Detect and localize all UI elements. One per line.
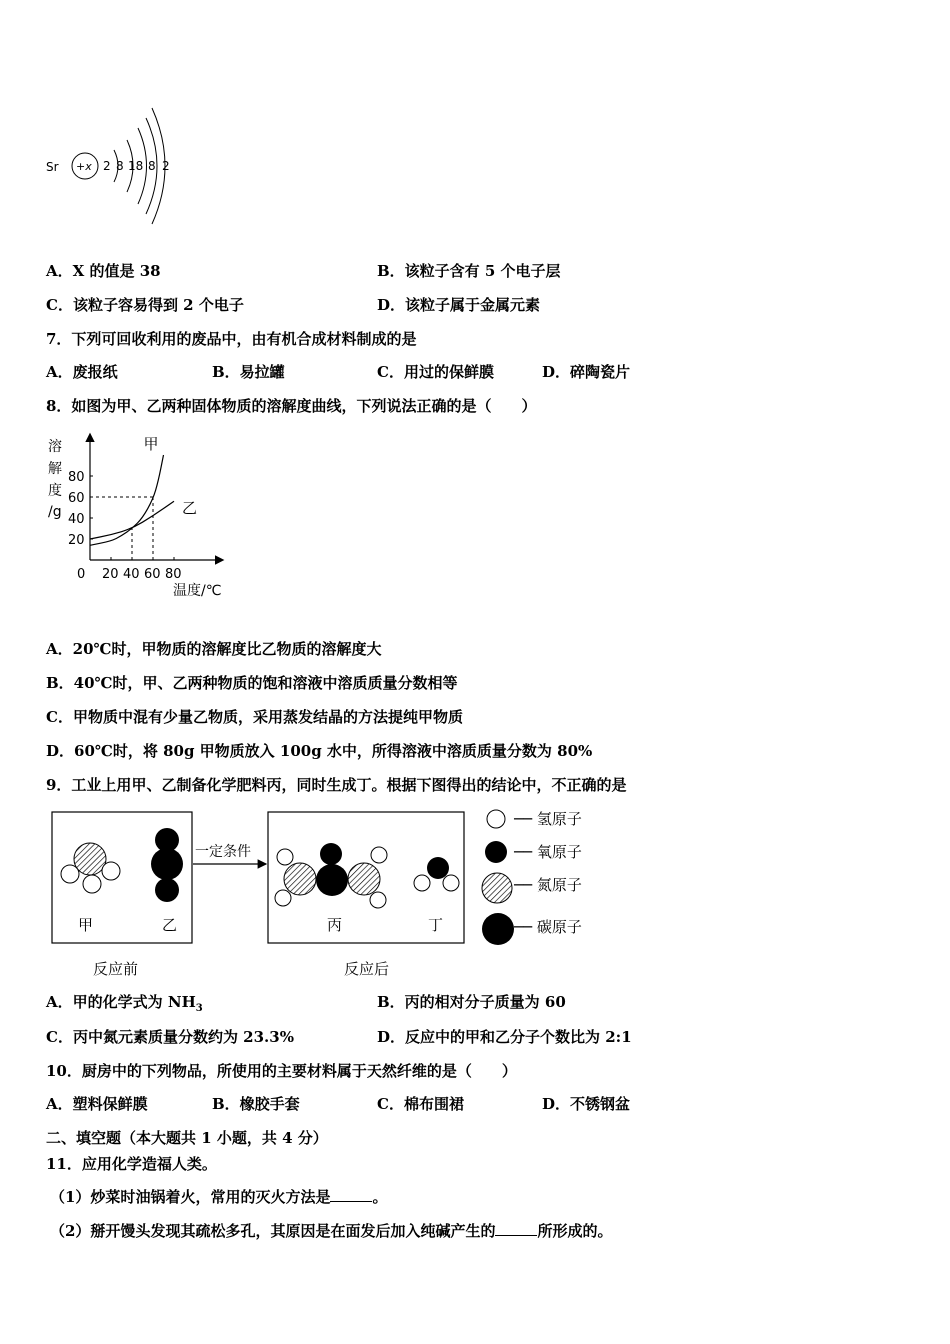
q10-option-d: D．不锈钢盆: [542, 1095, 631, 1113]
q6-option-d: D．该粒子属于金属元素: [377, 296, 541, 314]
section-2-heading: 二、填空题（本大题共 1 小题，共 4 分）: [46, 1129, 328, 1147]
nitrogen-atom: [74, 843, 106, 875]
q11-part-2-end: 所形成的。: [537, 1222, 613, 1240]
hydrogen-atom: [83, 875, 101, 893]
q11-part-2-text: （2）掰开馒头发现其疏松多孔，其原因是在面发后加入纯碱产生的: [50, 1222, 496, 1240]
oxygen-atom: [427, 857, 449, 879]
carbon-atom: [316, 864, 348, 896]
x-tick-label: 60: [144, 567, 161, 582]
q6-option-c: C．该粒子容易得到 2 个电子: [46, 296, 244, 314]
arrow-condition-label: 一定条件: [195, 844, 251, 860]
q11-part-1-end: 。: [372, 1188, 388, 1206]
nucleus-charge: +x: [76, 160, 92, 173]
hydrogen-legend-icon: [487, 810, 505, 828]
q10-option-c: C．棉布围裙: [377, 1095, 464, 1113]
y-label-char-1: 溶: [48, 439, 62, 455]
q8-option-d: D．60℃时，将 80g 甲物质放入 100g 水中，所得溶液中溶质质量分数为 80%: [46, 742, 593, 760]
atom-structure-diagram: [40, 100, 190, 230]
y-label-char-4: /g: [48, 504, 62, 520]
hydrogen-atom: [414, 875, 430, 891]
q7-option-a: A．废报纸: [46, 363, 118, 381]
oxygen-legend-icon: [485, 841, 507, 863]
x-axis-label: 温度/℃: [173, 583, 222, 599]
legend-carbon: ── 碳原子: [514, 918, 582, 936]
q9-option-a-subscript: 3: [195, 1003, 203, 1014]
x-tick-label: 20: [102, 567, 119, 582]
nitrogen-atom: [348, 863, 380, 895]
nitrogen-atom: [284, 863, 316, 895]
q6-option-b: B．该粒子含有 5 个电子层: [377, 262, 561, 280]
hydrogen-atom: [370, 892, 386, 908]
origin-label: 0: [77, 567, 86, 582]
hydrogen-atom: [102, 862, 120, 880]
label-yi: 乙: [162, 916, 178, 934]
q7-option-b: B．易拉罐: [212, 363, 285, 381]
q11-part-1: [50, 1187, 387, 1207]
reaction-diagram: [40, 802, 620, 982]
series-line-jia: [90, 455, 164, 545]
answer-blank-2[interactable]: [495, 1221, 537, 1236]
q6-option-a: A．X 的值是 38: [46, 262, 161, 280]
oxygen-atom: [155, 878, 179, 902]
hydrogen-atom: [277, 849, 293, 865]
solubility-chart: [40, 430, 240, 605]
legend-oxygen: ── 氧原子: [514, 843, 582, 861]
hydrogen-atom: [371, 847, 387, 863]
q9-option-a: [46, 992, 203, 1019]
legend-hydrogen: ── 氢原子: [514, 810, 582, 828]
after-label: 反应后: [344, 960, 390, 978]
y-label-char-2: 解: [48, 461, 62, 477]
series-label-yi: 乙: [182, 499, 198, 518]
shell-count-5: 2: [162, 159, 170, 173]
q8-option-a: A．20℃时，甲物质的溶解度比乙物质的溶解度大: [46, 640, 382, 658]
q7-option-c: C．用过的保鲜膜: [377, 363, 494, 381]
q10-option-a: A．塑料保鲜膜: [46, 1095, 148, 1113]
q8-option-b: B．40℃时，甲、乙两种物质的饱和溶液中溶质质量分数相等: [46, 674, 458, 692]
oxygen-atom: [320, 843, 342, 865]
legend-nitrogen: ── 氮原子: [514, 876, 582, 894]
q10-stem: 10．厨房中的下列物品，所使用的主要材料属于天然纤维的是（ ）: [46, 1062, 517, 1080]
y-tick-label: 60: [68, 491, 85, 506]
carbon-atom: [151, 848, 183, 880]
shell-count-4: 8: [148, 159, 156, 173]
answer-blank-1[interactable]: [330, 1187, 372, 1202]
carbon-legend-icon: [482, 913, 514, 945]
shell-count-1: 2: [103, 159, 111, 173]
y-tick-label: 80: [68, 470, 85, 485]
hydrogen-atom: [443, 875, 459, 891]
q8-option-c: C．甲物质中混有少量乙物质，采用蒸发结晶的方法提纯甲物质: [46, 708, 463, 726]
q9-option-d: D．反应中的甲和乙分子个数比为 2:1: [377, 1028, 632, 1046]
q7-stem: 7．下列可回收利用的废品中，由有机合成材料制成的是: [46, 330, 417, 348]
q7-option-d: D．碎陶瓷片: [542, 363, 631, 381]
element-symbol: Sr: [46, 160, 59, 174]
before-label: 反应前: [93, 960, 139, 978]
shell-count-3: 18: [128, 159, 144, 173]
label-ding: 丁: [428, 916, 444, 934]
y-tick-label: 40: [68, 512, 85, 527]
series-label-jia: 甲: [143, 435, 159, 453]
shell-count-2: 8: [116, 159, 124, 173]
hydrogen-atom: [61, 865, 79, 883]
q9-option-a-text: A．甲的化学式为 NH: [46, 993, 196, 1011]
q10-option-b: B．橡胶手套: [212, 1095, 300, 1113]
q9-stem: 9．工业上用甲、乙制备化学肥料丙，同时生成丁。根据下图得出的结论中，不正确的是: [46, 776, 627, 794]
nitrogen-legend-icon: [482, 873, 512, 903]
hydrogen-atom: [275, 890, 291, 906]
q9-option-b: B．丙的相对分子质量为 60: [377, 993, 566, 1011]
y-tick-label: 20: [68, 533, 85, 548]
q8-stem: 8．如图为甲、乙两种固体物质的溶解度曲线，下列说法正确的是（ ）: [46, 397, 537, 415]
q11-part-2: [50, 1221, 612, 1241]
label-jia: 甲: [78, 916, 94, 934]
q11-part-1-text: （1）炒菜时油锅着火，常用的灭火方法是: [50, 1188, 331, 1206]
y-label-char-3: 度: [48, 483, 62, 499]
label-bing: 丙: [327, 916, 343, 934]
x-tick-label: 40: [123, 567, 140, 582]
x-tick-label: 80: [165, 567, 182, 582]
q11-stem: 11．应用化学造福人类。: [46, 1155, 217, 1173]
q9-option-c: C．丙中氮元素质量分数约为 23.3%: [46, 1028, 294, 1046]
